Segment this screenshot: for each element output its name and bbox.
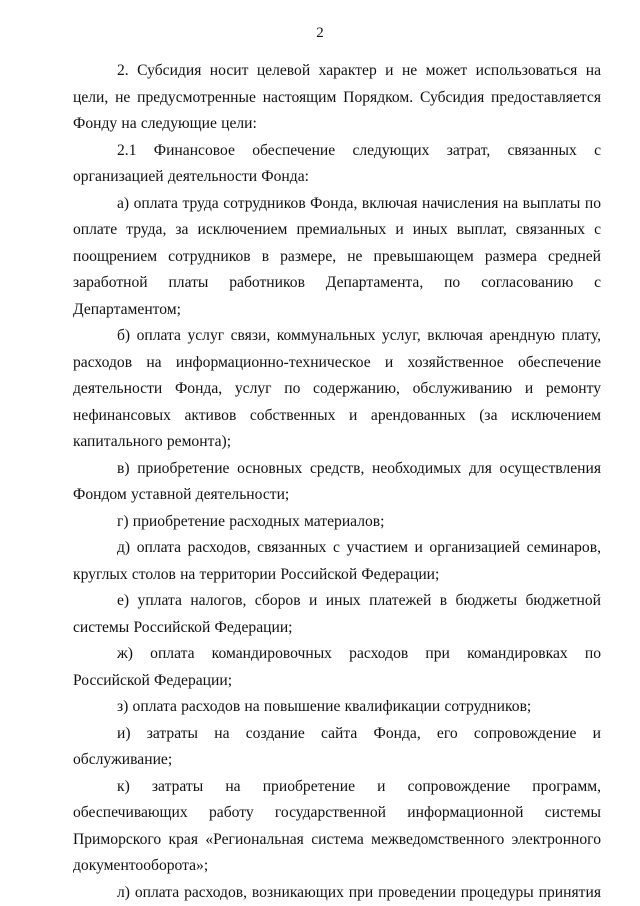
- list-item-d-seminars: д) оплата расходов, связанных с участием и организацией семинаров, круглых столов на территории Российской Федерации;: [73, 535, 601, 588]
- list-item-v-fixed-assets: в) приобретение основных средств, необходимых для осуществления Фондом уставной деятельности;: [73, 456, 601, 509]
- document-body: [73, 58, 601, 906]
- list-item-l-procedures: л) оплата расходов, возникающих при проведении процедуры принятия: [73, 880, 601, 906]
- paragraph-subsidy-purpose: 2. Субсидия носит целевой характер и не может использоваться на цели, не предусмотренные настоящим Порядком. Субсидия предоставляется Фонду на следующие цели:: [73, 58, 601, 138]
- list-item-zh-business-trips: ж) оплата командировочных расходов при командировках по Российской Федерации;: [73, 641, 601, 694]
- page-number: 2: [0, 24, 640, 42]
- list-item-g-materials: г) приобретение расходных материалов;: [73, 509, 601, 536]
- list-item-i-website: и) затраты на создание сайта Фонда, его сопровождение и обслуживание;: [73, 721, 601, 774]
- list-item-a-salary: а) оплата труда сотрудников Фонда, включая начисления на выплаты по оплате труда, за исключением премиальных и иных выплат, связанных с поощрением сотрудников в размере, не превышающем размера средней заработной платы работников Департамента, по согласованию с Департаментом;: [73, 191, 601, 324]
- list-item-b-services: б) оплата услуг связи, коммунальных услуг, включая арендную плату, расходов на информационно-техническое и хозяйственное обеспечение деятельности Фонда, услуг по содержанию, обслуживанию и ремонту нефинансовых активов собственных и арендованных (за исключением капитального ремонта);: [73, 323, 601, 456]
- list-item-z-training: з) оплата расходов на повышение квалификации сотрудников;: [73, 694, 601, 721]
- list-item-e-taxes: е) уплата налогов, сборов и иных платежей в бюджеты бюджетной системы Российской Федерации;: [73, 588, 601, 641]
- paragraph-2-1-financial-support: 2.1 Финансовое обеспечение следующих затрат, связанных с организацией деятельности Фонда:: [73, 138, 601, 191]
- list-item-k-software: к) затраты на приобретение и сопровождение программ, обеспечивающих работу государственной информационной системы Приморского края «Региональная система межведомственного электронного документооборота»;: [73, 774, 601, 880]
